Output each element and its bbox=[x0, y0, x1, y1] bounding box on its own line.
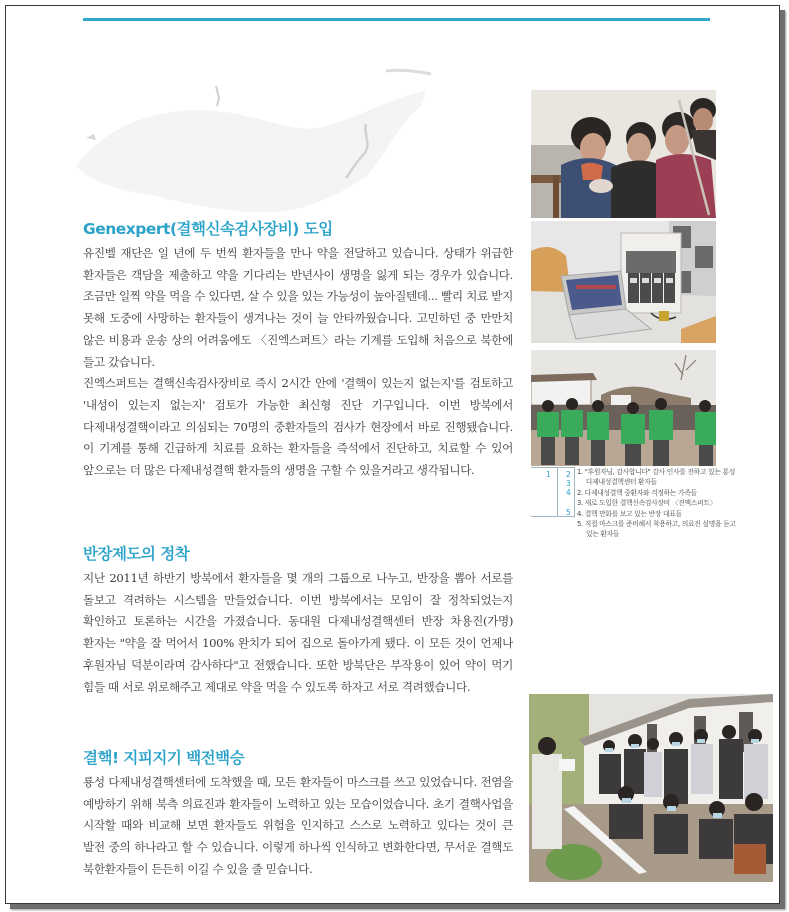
photo-genexpert-machine bbox=[531, 221, 716, 343]
key-number: 3 bbox=[566, 479, 571, 488]
section-genexpert bbox=[83, 219, 513, 482]
map-watermark-icon bbox=[66, 66, 446, 216]
key-number: 1 bbox=[546, 470, 551, 479]
photo-caption-block bbox=[531, 467, 736, 567]
key-divider bbox=[557, 468, 558, 516]
paragraph: 유진벨 재단은 일 년에 두 번씩 환자들을 만나 약을 전달하고 있습니다. 상태가 위급한 환자들은 객담을 제출하고 약을 기다리는 반년사이 생명을 잃게 되는 경우가 있습니다. 조금만 일찍 약을 먹을 수 있다면, 살 수 있을 있는 가능성이 높아질텐데... 빨리 치료 받지 못해 도중에 사망하는 환자들이 생겨나는 것이 늘 안타까웠습니다. 고민하던 중 만만치 않은 비용과 운송 상의 어려움에도 〈진엑스퍼트〉라는 기계를 도입해 처음으로 북한에 들고 갔습니다. bbox=[83, 246, 513, 369]
key-number: 2 bbox=[566, 470, 571, 479]
paragraph: 진엑스퍼트는 결핵신속검사장비로 즉시 2시간 안에 '결핵이 있는지 없는지'를 검토하고 '내성이 있는지 없는지' 검토가 가능한 최신형 진단 기구입니다. 이번 방북에서 다제내성결핵이라고 의심되는 70명의 중환자들의 검사가 현장에서 바로 진행됐습니다. 이 기계를 통해 긴급하게 치료를 요하는 환자들을 즉석에서 진단하고, 치료할 수 있어 앞으로는 더 많은 다제내성결핵 환자들의 생명을 구할 수 있을거라고 생각됩니다. bbox=[83, 376, 513, 478]
section-know-tb bbox=[83, 748, 513, 881]
paragraph: 지난 2011년 하반기 방북에서 환자들을 몇 개의 그룹으로 나누고, 반장을 뽑아 서로를 돌보고 격려하는 시스템을 만들었습니다. 이번 방북에서는 모임이 잘 정착되었는지 확인하고 토론하는 시간을 가졌습니다. 동대원 다제내성결핵센터 반장 차용진(가명)환자는 "약을 잘 먹어서 100% 완치가 되어 집으로 돌아가게 됐다. 이 모든 것이 언제나 후원자님 덕분이라며 감사하다"고 전했습니다. 또한 방북단은 부작용이 있어 약이 먹기 힘들 때 서로 위로해주고 제대로 약을 먹을 수 있도록 하자고 서로 격려했습니다. bbox=[83, 571, 513, 694]
section-heading: Genexpert(결핵신속검사장비) 도입 bbox=[83, 220, 333, 238]
section-heading: 반장제도의 정착 bbox=[83, 545, 190, 563]
paragraph: 룡성 다제내성결핵센터에 도착했을 때, 모든 환자들이 마스크를 쓰고 있었습니다. 전염을 예방하기 위해 북측 의료진과 환자들이 노력하고 있는 모습이었습니다. 초기 결핵사업을 시작할 때와 비교해 보면 환자들도 위험을 인지하고 스스로 노력하고 있다는 것이 큰 발전 중의 하나라고 할 수 있습니다. 이렇게 하나씩 인식하고 변화한다면, 무서운 결핵도 북한환자들이 든든히 이길 수 있을 줄 믿습니다. bbox=[83, 775, 513, 876]
caption-item: 3. 새로 도입한 결핵신속검사장비 〈진엑스퍼트〉 bbox=[577, 499, 717, 508]
magazine-page bbox=[5, 5, 780, 904]
caption-item: 2. 다제내성결핵 중환자와 걱정하는 가족들 bbox=[577, 488, 697, 497]
caption-item: 4. 결핵 만화를 보고 있는 반장 대표들 bbox=[577, 509, 682, 518]
caption-item: 5. 직접 마스크를 준비해서 착용하고, 의료진 설명을 듣고 있는 환자들 bbox=[577, 520, 736, 539]
caption-item: 1. "후원자님, 감사합니다" 감사 인사를 전하고 있는 룡성 다제내성결핵센터 환자들 bbox=[577, 468, 736, 487]
photo-green-vest-group bbox=[531, 350, 716, 466]
caption-list bbox=[577, 467, 737, 540]
photo-masked-patients bbox=[529, 694, 773, 882]
key-number: 4 bbox=[566, 488, 571, 497]
key-number: 5 bbox=[566, 508, 571, 517]
section-group-leader-system bbox=[83, 544, 513, 698]
photo-layout-key bbox=[531, 467, 575, 517]
top-accent-rule bbox=[83, 18, 710, 21]
section-heading: 결핵! 지피지기 백전백승 bbox=[83, 749, 245, 767]
photo-patients-greeting bbox=[531, 90, 716, 218]
